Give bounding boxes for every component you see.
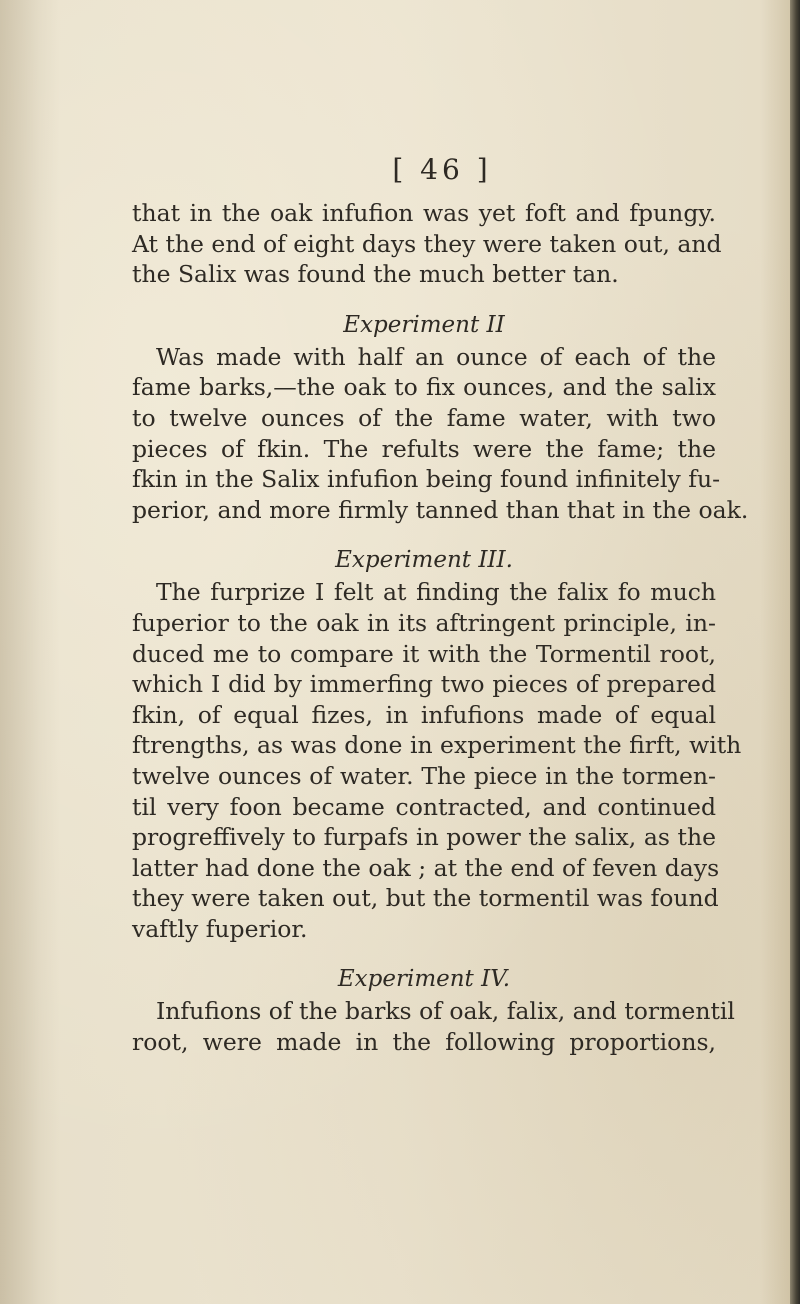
text-line: they were taken out, but the tormentil was found (132, 884, 719, 913)
text-line: til very foon became contracted, and continued (132, 792, 716, 821)
paragraph-4 (132, 996, 735, 1057)
text-line: the Salix was found the much better tan. (132, 260, 619, 289)
text-line: to twelve ounces of the fame water, with two (132, 403, 716, 432)
text-line: root, were made in the following proportions, (132, 1028, 716, 1057)
text-line: fame barks,—the oak to fix ounces, and the salix (132, 373, 716, 402)
experiment-heading-2: Experiment II (343, 311, 505, 338)
paragraph-1 (132, 198, 722, 290)
text-line: duced me to compare it with the Tormentil root, (132, 639, 716, 668)
page-number-header: [ 46 ] (392, 153, 492, 186)
text-line: which I did by immerfing two pieces of prepared (132, 670, 716, 699)
text-line: fkin, of equal fizes, in infufions made of equal (132, 700, 716, 729)
text-line: The furprize I felt at finding the falix fo much (156, 578, 716, 607)
text-line: At the end of eight days they were taken out, and (132, 229, 722, 258)
page-gutter-shadow (0, 0, 60, 1304)
text-line: progreffively to furpafs in power the salix, as the (132, 823, 716, 852)
text-line: twelve ounces of water. The piece in the tormen- (132, 761, 716, 790)
text-line: that in the oak infufion was yet foft and fpungy. (132, 199, 716, 227)
page-edge-shadow (790, 0, 800, 1304)
paragraph-2 (132, 342, 749, 526)
text-line: Was made with half an ounce of each of the (156, 342, 716, 371)
text-line: Infufions of the barks of oak, falix, and tormentil (156, 997, 735, 1026)
page-text (132, 150, 749, 1058)
paragraph-3 (132, 577, 742, 944)
text-line: fkin in the Salix infufion being found infinitely fu- (132, 465, 721, 494)
experiment-heading-4: Experiment IV. (337, 966, 511, 993)
text-line: fuperior to the oak in its aftringent principle, in- (132, 608, 716, 637)
text-line: vaftly fuperior. (132, 914, 308, 943)
text-line: ftrengths, as was done in experiment the firft, with (132, 731, 742, 760)
text-line: pieces of fkin. The refults were the fame; the (132, 434, 716, 463)
text-line: perior, and more firmly tanned than that in the oak. (132, 495, 749, 524)
experiment-heading-3: Experiment III. (335, 547, 513, 574)
text-line: latter had done the oak ; at the end of feven days (132, 853, 720, 882)
